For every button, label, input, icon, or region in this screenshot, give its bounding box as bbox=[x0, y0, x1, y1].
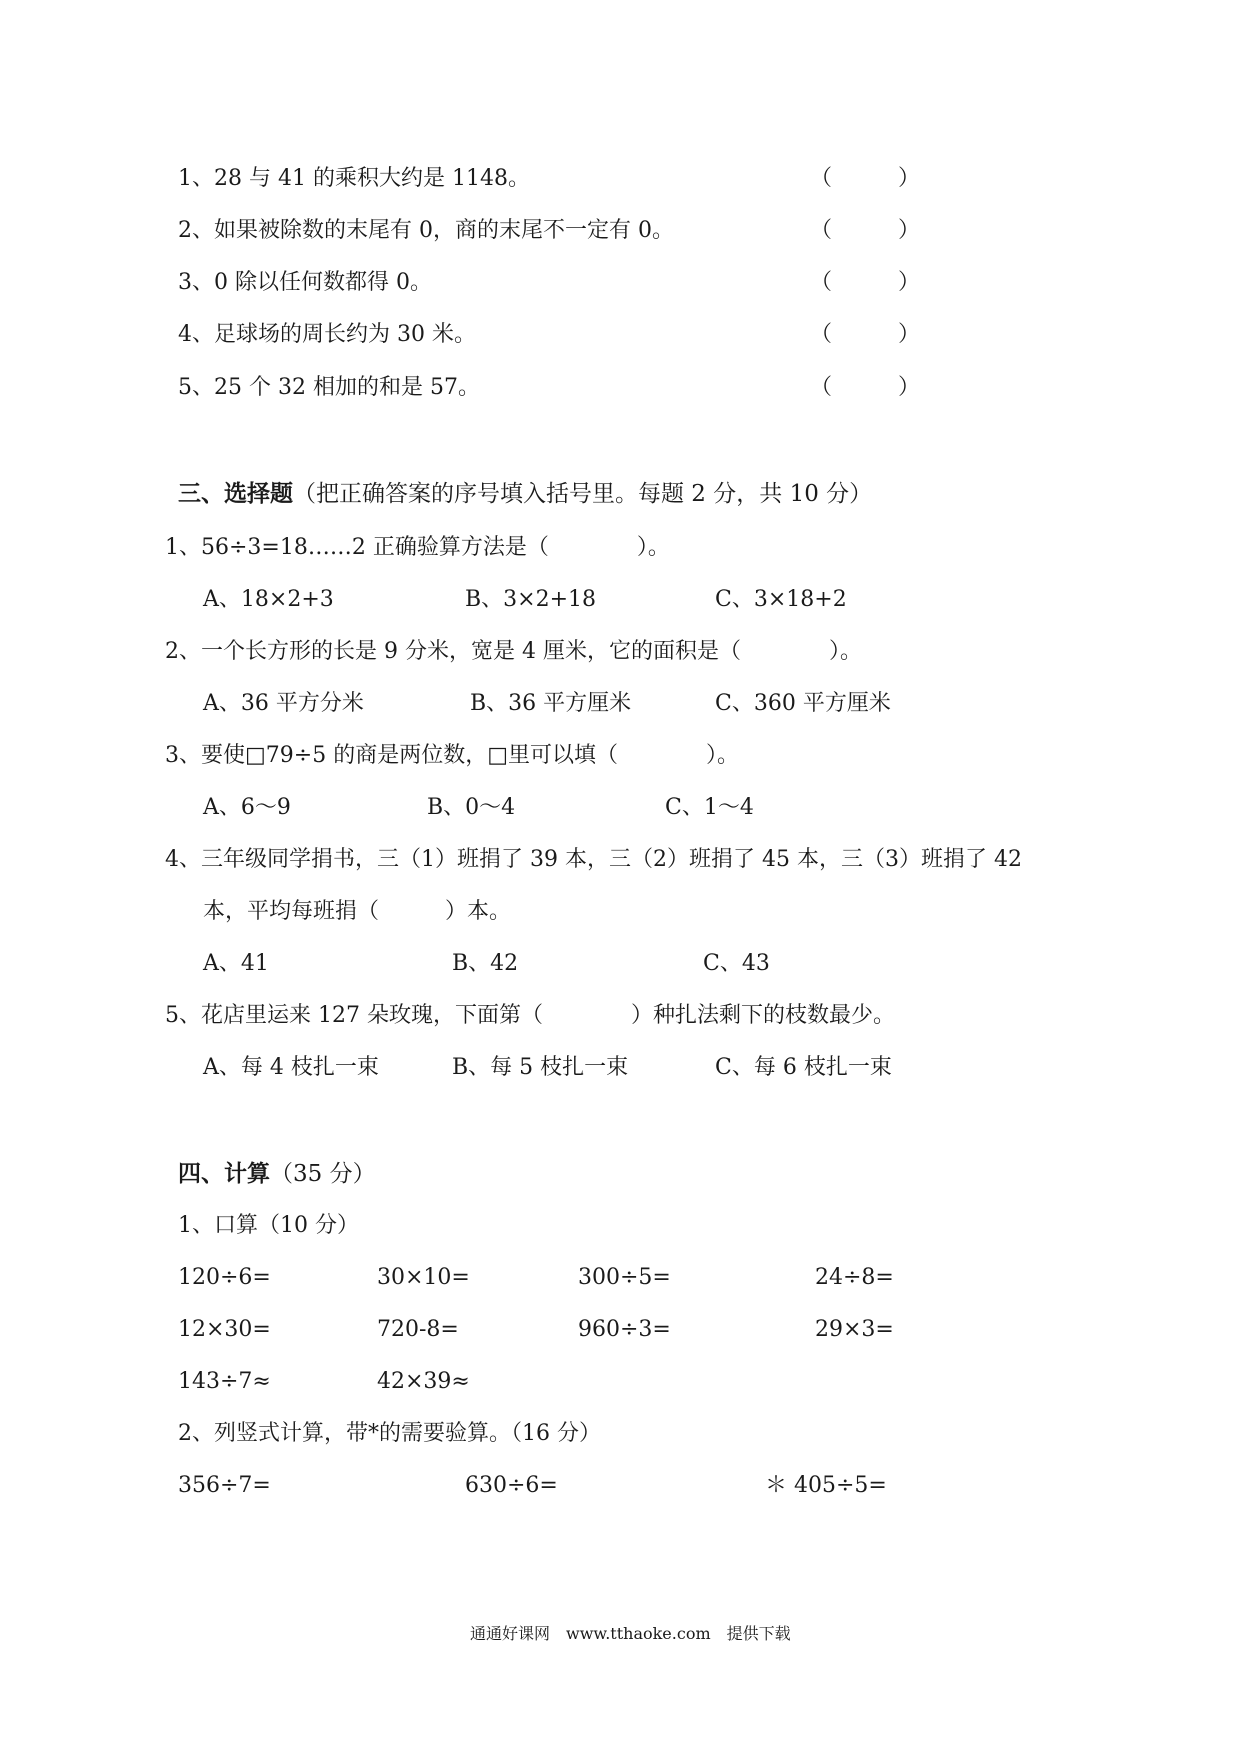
oral-calc-item: 30×10= bbox=[377, 1265, 470, 1290]
choice-q2-option-b: B、36 平方厘米 bbox=[470, 691, 632, 716]
page-footer: 通通好课网 www.tthaoke.com 提供下载 bbox=[470, 1624, 791, 1643]
choice-section-instructions: （把正确答案的序号填入括号里。每题 2 分，共 10 分） bbox=[293, 481, 873, 507]
oral-calc-item: 24÷8= bbox=[815, 1265, 894, 1290]
judge-item-5: 5、25 个 32 相加的和是 57。 bbox=[178, 375, 480, 400]
oral-calc-item: 720-8= bbox=[377, 1317, 459, 1342]
judge-answer-blank-2[interactable]: （ ） bbox=[810, 218, 921, 243]
vertical-calc-item: 630÷6= bbox=[465, 1473, 558, 1498]
choice-q4-stem-line1: 4、三年级同学捐书，三（1）班捐了 39 本，三（2）班捐了 45 本，三（3）班捐了 42 bbox=[165, 847, 1022, 872]
choice-q3-option-c: C、1～4 bbox=[665, 795, 754, 820]
choice-q4-option-c: C、43 bbox=[703, 951, 770, 976]
choice-q5-stem: 5、花店里运来 127 朵玫瑰，下面第（ ）种扎法剩下的枝数最少。 bbox=[165, 1003, 895, 1028]
choice-q5-option-a: A、每 4 枝扎一束 bbox=[203, 1055, 379, 1080]
oral-calc-title: 1、口算（10 分） bbox=[178, 1213, 359, 1238]
oral-calc-item: 42×39≈ bbox=[377, 1369, 470, 1394]
choice-q1-option-a: A、18×2+3 bbox=[203, 587, 334, 612]
choice-q1-option-b: B、3×2+18 bbox=[465, 587, 597, 612]
judge-answer-blank-3[interactable]: （ ） bbox=[810, 270, 921, 295]
choice-q5-option-c: C、每 6 枝扎一束 bbox=[715, 1055, 892, 1080]
choice-q4-option-b: B、42 bbox=[452, 951, 519, 976]
choice-q2-option-a: A、36 平方分米 bbox=[203, 691, 364, 716]
judge-answer-blank-4[interactable]: （ ） bbox=[810, 322, 921, 347]
judge-item-3: 3、0 除以任何数都得 0。 bbox=[178, 270, 432, 295]
vertical-calc-title: 2、列竖式计算，带*的需要验算。（16 分） bbox=[178, 1421, 601, 1446]
judge-answer-blank-5[interactable]: （ ） bbox=[810, 375, 921, 400]
judge-answer-blank-1[interactable]: （ ） bbox=[810, 166, 921, 191]
judge-item-2: 2、如果被除数的末尾有 0，商的末尾不一定有 0。 bbox=[178, 218, 674, 243]
oral-calc-item: 120÷6= bbox=[178, 1265, 271, 1290]
vertical-calc-item: ＊ 405÷5= bbox=[765, 1473, 887, 1498]
oral-calc-item: 12×30= bbox=[178, 1317, 271, 1342]
judge-item-1: 1、28 与 41 的乘积大约是 1148。 bbox=[178, 166, 530, 191]
choice-q3-option-b: B、0～4 bbox=[427, 795, 516, 820]
choice-q2-option-c: C、360 平方厘米 bbox=[715, 691, 891, 716]
oral-calc-item: 143÷7≈ bbox=[178, 1369, 271, 1394]
choice-q4-stem-line2: 本，平均每班捐（ ）本。 bbox=[203, 899, 512, 924]
choice-section-heading: 三、选择题 bbox=[178, 480, 293, 507]
choice-section-title bbox=[178, 480, 872, 508]
vertical-calc-item: 356÷7= bbox=[178, 1473, 271, 1498]
judge-item-4: 4、足球场的周长约为 30 米。 bbox=[178, 322, 476, 347]
oral-calc-item: 960÷3= bbox=[578, 1317, 671, 1342]
oral-calc-item: 300÷5= bbox=[578, 1265, 671, 1290]
calc-section-heading: 四、计算 bbox=[178, 1160, 270, 1187]
calc-section-title bbox=[178, 1160, 376, 1188]
choice-q1-option-c: C、3×18+2 bbox=[715, 587, 847, 612]
choice-q2-stem: 2、一个长方形的长是 9 分米，宽是 4 厘米，它的面积是（ ）。 bbox=[165, 639, 862, 664]
choice-q1-stem: 1、56÷3=18……2 正确验算方法是（ ）。 bbox=[165, 535, 670, 560]
calc-section-points: （35 分） bbox=[270, 1161, 376, 1187]
choice-q3-option-a: A、6～9 bbox=[203, 795, 291, 820]
choice-q3-stem: 3、要使□79÷5 的商是两位数，□里可以填（ ）。 bbox=[165, 743, 739, 768]
oral-calc-item: 29×3= bbox=[815, 1317, 894, 1342]
choice-q4-option-a: A、41 bbox=[203, 951, 269, 976]
choice-q5-option-b: B、每 5 枝扎一束 bbox=[452, 1055, 629, 1080]
